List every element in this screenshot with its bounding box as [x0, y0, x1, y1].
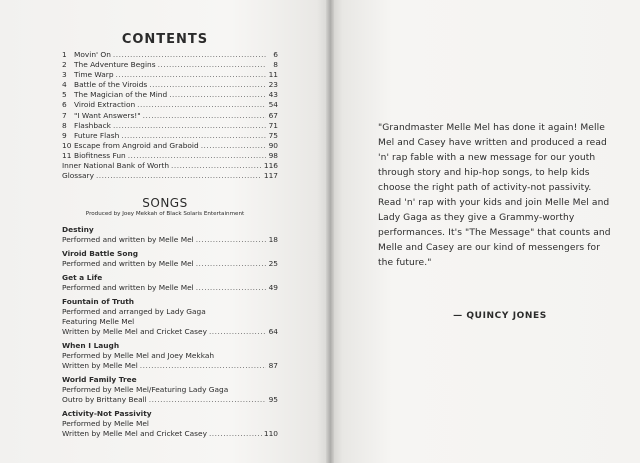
contents-item-number: 3: [62, 70, 67, 80]
contents-item: [62, 161, 278, 171]
songs-heading: SONGS: [142, 196, 188, 210]
contents-item-title: Time Warp: [74, 70, 114, 80]
dot-leader: [137, 100, 266, 110]
contents-item-title: Biofitness Fun: [74, 150, 126, 160]
contents-item-number: 6: [62, 100, 67, 110]
contents-item-page: 54: [268, 100, 278, 110]
contents-item-page: 67: [268, 110, 278, 120]
song-credit-text: Written by Melle Mel and Cricket Casey: [62, 429, 207, 438]
dot-leader: [209, 429, 262, 439]
dot-leader: [121, 131, 266, 141]
song-page: 110: [263, 429, 278, 438]
dot-leader: [196, 235, 266, 245]
contents-item-title: Flashback: [74, 120, 111, 130]
contents-item-title: Battle of the Viroids: [74, 80, 148, 90]
contents-item-title: Movin' On: [74, 50, 111, 59]
contents-item-page: 23: [268, 80, 278, 90]
contents-item: [62, 141, 278, 151]
song-credit-text: Performed by Melle Mel: [62, 419, 149, 428]
contents-item: [62, 100, 278, 110]
contents-item-title: Inner National Bank of Worth: [62, 161, 170, 171]
dot-leader: [196, 259, 266, 269]
song-title: World Family Tree: [62, 375, 137, 384]
quote-author: — QUINCY JONES: [453, 311, 547, 321]
song-title: Get a Life: [62, 273, 103, 282]
song-title: Fountain of Truth: [62, 297, 135, 306]
song-page: 87: [268, 361, 278, 370]
contents-item: [62, 60, 278, 70]
dot-leader: [201, 141, 266, 151]
song-credit-text: Performed and written by Melle Mel: [62, 283, 194, 292]
song-credit-line: [62, 235, 278, 245]
contents-item-number: 7: [62, 110, 67, 120]
contents-item-number: 5: [62, 90, 67, 100]
song-credit-line: [62, 317, 278, 327]
contents-item-page: 11: [268, 70, 278, 80]
dot-leader: [143, 111, 266, 121]
dot-leader: [158, 60, 266, 70]
contents-item-page: 116: [263, 161, 278, 171]
contents-item-title: Glossary: [62, 171, 94, 181]
contents-list: [62, 50, 278, 181]
dot-leader: [116, 70, 266, 80]
contents-item-page: 6: [273, 50, 278, 59]
song-credit-line: [62, 429, 278, 439]
dot-leader: [196, 283, 266, 293]
song-credit-text: Featuring Melle Mel: [62, 317, 135, 326]
songs-producer-credit: Produced by Joey Mekkah of Black Solaris Entertainment: [85, 211, 245, 217]
contents-item-title: The Magician of the Mind: [74, 90, 168, 100]
dot-leader: [149, 80, 266, 90]
song-title: Activity-Not Passivity: [62, 409, 152, 418]
song-page: 18: [268, 235, 278, 244]
song-credit-line: [62, 259, 278, 269]
contents-item: [62, 111, 278, 121]
dot-leader: [113, 50, 266, 60]
song-entry: [62, 375, 278, 405]
endorsement-quote: "Grandmaster Melle Mel has done it again! Melle Mel and Casey have written and produced a read 'n' rap fable with a new message for our youth through story and hip-hop songs, to help kids choose the right path of activity-not passivity. Read 'n' rap with your kids and join Melle Mel and Lady Gaga as they give a Grammy-worthy performances. It's "The Message" that counts and Melle and Casey are our kind of messengers for the future.": [378, 123, 611, 268]
contents-item-title: "I Want Answers!": [74, 110, 141, 120]
song-credit-text: Performed and written by Melle Mel: [62, 259, 194, 268]
dot-leader: [169, 90, 266, 100]
song-page: 64: [268, 327, 278, 336]
contents-item-title: Future Flash: [74, 130, 120, 140]
contents-item-number: 2: [62, 60, 67, 70]
song-credit-line: [62, 351, 278, 361]
song-credit-line: [62, 395, 278, 405]
song-entry: [62, 409, 278, 439]
song-credit-text: Performed and written by Melle Mel: [62, 235, 194, 244]
dot-leader: [96, 171, 262, 181]
song-credit-text: Performed and arranged by Lady Gaga: [62, 307, 206, 316]
song-page: 49: [268, 283, 278, 292]
contents-item-number: 9: [62, 130, 67, 140]
song-credit-line: [62, 419, 278, 429]
contents-item-number: 4: [62, 80, 67, 90]
contents-heading: CONTENTS: [121, 32, 209, 47]
dot-leader: [209, 327, 266, 337]
song-credit-line: [62, 327, 278, 337]
contents-item-title: Viroid Extraction: [74, 100, 136, 110]
contents-item: [62, 80, 278, 90]
songs-list: [62, 221, 278, 439]
contents-item-page: 98: [268, 150, 278, 160]
contents-item-number: 8: [62, 120, 67, 130]
contents-item-page: 117: [263, 171, 278, 181]
song-credit-line: [62, 361, 278, 371]
song-page: 95: [268, 395, 278, 404]
dot-leader: [140, 361, 266, 371]
song-credit-line: [62, 307, 278, 317]
song-entry: [62, 225, 278, 245]
song-title: When I Laugh: [62, 341, 120, 350]
contents-item-page: 71: [268, 120, 278, 130]
book-gutter: [326, 0, 334, 463]
contents-item-page: 8: [273, 60, 278, 70]
contents-item: [62, 151, 278, 161]
contents-item-number: 1: [62, 50, 67, 59]
contents-item-page: 75: [268, 130, 278, 140]
song-credit-text: Performed by Melle Mel and Joey Mekkah: [62, 351, 215, 360]
song-credit-text: Performed by Melle Mel/Featuring Lady Gaga: [62, 385, 229, 394]
song-credit-text: Outro by Brittany Beall: [62, 395, 147, 404]
song-credit-line: [62, 385, 278, 395]
contents-item-page: 90: [268, 140, 278, 150]
song-credit-text: Written by Melle Mel: [62, 361, 138, 370]
song-credit-text: Written by Melle Mel and Cricket Casey: [62, 327, 207, 336]
song-entry: [62, 341, 278, 371]
dot-leader: [171, 161, 262, 171]
song-entry: [62, 273, 278, 293]
contents-item: [62, 121, 278, 131]
dot-leader: [128, 151, 266, 161]
contents-item: [62, 131, 278, 141]
contents-item-title: Escape from Angroid and Graboid: [74, 140, 199, 150]
song-title: Destiny: [62, 225, 94, 234]
contents-item-page: 43: [268, 90, 278, 100]
contents-item: [62, 70, 278, 80]
contents-item: [62, 90, 278, 100]
contents-item: [62, 171, 278, 181]
song-entry: [62, 297, 278, 337]
dot-leader: [149, 395, 266, 405]
contents-item-number: 10: [62, 140, 72, 150]
contents-item: [62, 50, 278, 60]
song-credit-line: [62, 283, 278, 293]
song-page: 25: [268, 259, 278, 268]
song-entry: [62, 249, 278, 269]
dot-leader: [113, 121, 266, 131]
song-title: Viroid Battle Song: [62, 249, 138, 258]
contents-item-number: 11: [62, 150, 72, 160]
contents-item-title: The Adventure Begins: [74, 60, 156, 70]
